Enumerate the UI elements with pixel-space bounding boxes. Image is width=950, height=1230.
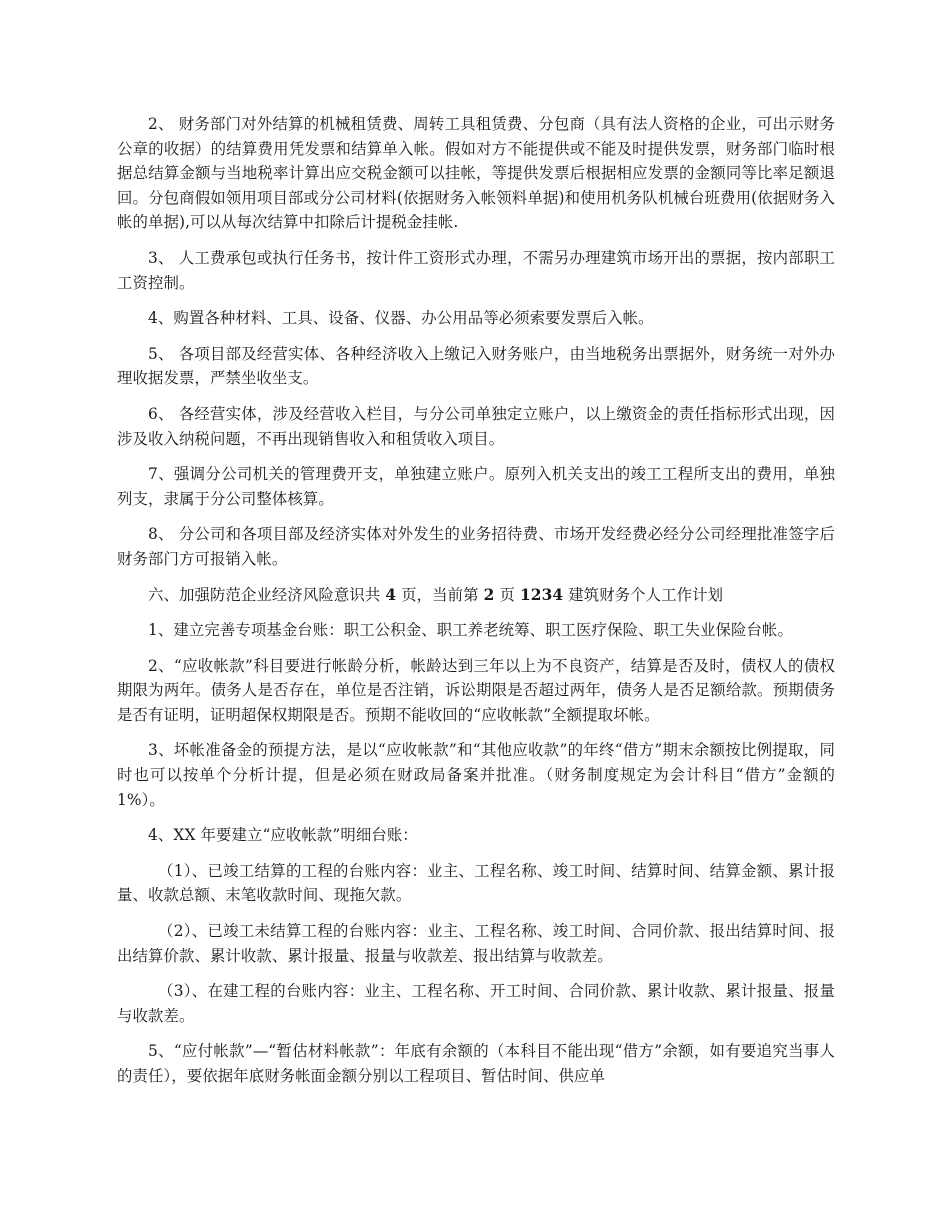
paragraph-after-2: 2、“应收帐款”科目要进行帐龄分析，帐龄达到三年以上为不良资产，结算是否及时，债权人的债权期限为两年。债务人是否存在，单位是否注销，诉讼期限是否超过两年，债务人是否足额给款。预期债务是否有证明，证明超保权期限是否。预期不能收回的“应收帐款”全额提取坏帐。 (117, 656, 835, 724)
paragraph-after-1: 1、建立完善专项基金台账：职工公积金、职工养老统筹、职工医疗保险、职工失业保险台帐。 (148, 621, 794, 640)
paragraph-8: 8、 分公司和各项目部及经济实体对外发生的业务招待费、市场开发经费必经分公司经理批准签字后财务部门方可报销入帐。 (117, 525, 835, 568)
total-pages: 4 (385, 585, 397, 604)
sub-item-1: （1）、已竣工结算的工程的台账内容：业主、工程名称、竣工时间、结算时间、结算金额、累计报量、收款总额、末笔收款时间、现拖欠款。 (117, 861, 835, 905)
paragraph-4: 4、购置各种材料、工具、设备、仪器、办公用品等必须索要发票后入帐。 (148, 309, 654, 328)
paragraph-after-4: 4、XX 年要建立“应收帐款”明细台账： (148, 826, 418, 845)
paragraph-7: 7、强调分公司机关的管理费开支，单独建立账户。原列入机关支出的竣工工程所支出的费用，单独列支，隶属于分公司整体核算。 (117, 465, 835, 508)
paragraph-2: 2、 财务部门对外结算的机械租赁费、周转工具租赁费、分包商（具有法人资格的企业，可出示财务公章的收据）的结算费用凭发票和结算单入帐。假如对方不能提供或不能及时提供发票，财务部门临时根据总结算金额与当地税率计算出应交税金额可以挂帐，等提供发票后根据相应发票的金额同等比率足额退回。分包商假如领用项目部或分公司材料(依据财务入帐领料单据)和使用机务队机械台班费用(依据财务入帐的单据),可以从每次结算中扣除后计提税金挂帐. (117, 115, 835, 232)
sub-item-3: （3）、在建工程的台账内容：业主、工程名称、开工时间、合同价款、累计收款、累计报量、报量与收款差。 (117, 982, 835, 1025)
current-page: 2 (483, 585, 495, 604)
section-heading-suffix-a: 页 (499, 585, 515, 604)
paragraph-after-3: 3、坏帐准备金的预提方法，是以“应收帐款”和“其他应收款”的年终“借方”期末余额按比例提取，同时也可以按单个分析计提，但是必须在财政局备案并批准。（财务制度规定为会计科目“借方”金额的 1%）。 (117, 741, 835, 809)
section-heading-prefix: 六、加强防范企业经济风险意识共 (148, 585, 381, 604)
final-paragraph: 5、“应付帐款”—“暂估材料帐款”：年底有余额的（本科目不能出现“借方”余额，如有要追究当事人的责任），要依据年底财务帐面金额分别以工程项目、暂估时间、供应单 (117, 1042, 835, 1085)
section-heading-middle: 页，当前第 (401, 585, 479, 604)
sub-item-2: （2）、已竣工未结算工程的台账内容：业主、工程名称、竣工时间、合同价款、报出结算时间、报出结算价款、累计收款、累计报量、报量与收款差、报出结算与收款差。 (117, 922, 835, 965)
document-body (117, 112, 835, 1100)
doc-number: 1234 (519, 585, 564, 604)
section-heading-suffix-b: 建筑财务个人工作计划 (568, 585, 724, 604)
paragraph-3: 3、 人工费承包或执行任务书，按计件工资形式办理，不需另办理建筑市场开出的票据，按内部职工工资控制。 (117, 248, 835, 292)
paragraph-6: 6、 各经营实体，涉及经营收入栏目，与分公司单独定立账户，以上缴资金的责任指标形式出现，因涉及收入纳税问题，不再出现销售收入和租赁收入项目。 (117, 404, 835, 448)
section-heading (117, 583, 835, 608)
paragraph-5: 5、 各项目部及经营实体、各种经济收入上缴记入财务账户，由当地税务出票据外，财务统一对外办理收据发票，严禁坐收坐支。 (117, 344, 835, 388)
